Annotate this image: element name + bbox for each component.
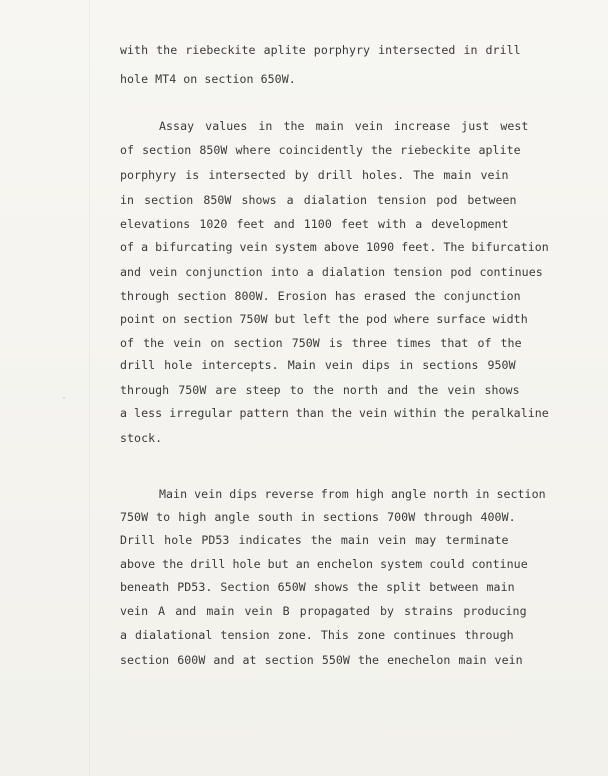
text-line: hole MT4 on section 650W. <box>120 72 296 86</box>
text-line: porphyry is intersected by drill holes. The main vein <box>120 168 509 182</box>
text-line: of section 850W where coincidently the riebeckite aplite <box>120 143 521 157</box>
text-line: through 750W are steep to the north and the vein shows <box>120 383 520 397</box>
text-line: Drill hole PD53 indicates the main vein may terminate <box>120 533 509 547</box>
text-line: through section 800W. Erosion has erased the conjunction <box>120 289 521 303</box>
text-line: drill hole intercepts. Main vein dips in sections 950W <box>120 358 516 372</box>
text-line: a dialational tension zone. This zone continues through <box>120 628 514 642</box>
text-line: elevations 1020 feet and 1100 feet with a development <box>120 217 509 231</box>
text-line: vein A and main vein B propagated by strains producing <box>120 604 527 618</box>
text-line: section 600W and at section 550W the enechelon main vein <box>120 653 523 667</box>
text-line: Assay values in the main vein increase just west <box>159 119 529 133</box>
text-line: of a bifurcating vein system above 1090 feet. The bifurcation <box>120 240 549 254</box>
text-line: point on section 750W but left the pod where surface width <box>120 312 528 326</box>
text-line: with the riebeckite aplite porphyry intersected in drill <box>120 43 521 57</box>
text-line: in section 850W shows a dialation tension pod between <box>120 193 517 207</box>
page-fold-shadow <box>89 0 90 776</box>
paper-speck <box>63 397 65 399</box>
text-line: stock. <box>120 431 163 445</box>
text-line: beneath PD53. Section 650W shows the split between main <box>120 580 515 594</box>
text-line: and vein conjunction into a dialation tension pod continues <box>120 265 543 279</box>
text-line: Main vein dips reverse from high angle north in section <box>159 487 546 501</box>
text-line: 750W to high angle south in sections 700W through 400W. <box>120 510 516 524</box>
text-line: above the drill hole but an enchelon system could continue <box>120 557 528 571</box>
text-line: a less irregular pattern than the vein within the peralkaline <box>120 406 549 420</box>
text-line: of the vein on section 750W is three times that of the <box>120 336 522 350</box>
